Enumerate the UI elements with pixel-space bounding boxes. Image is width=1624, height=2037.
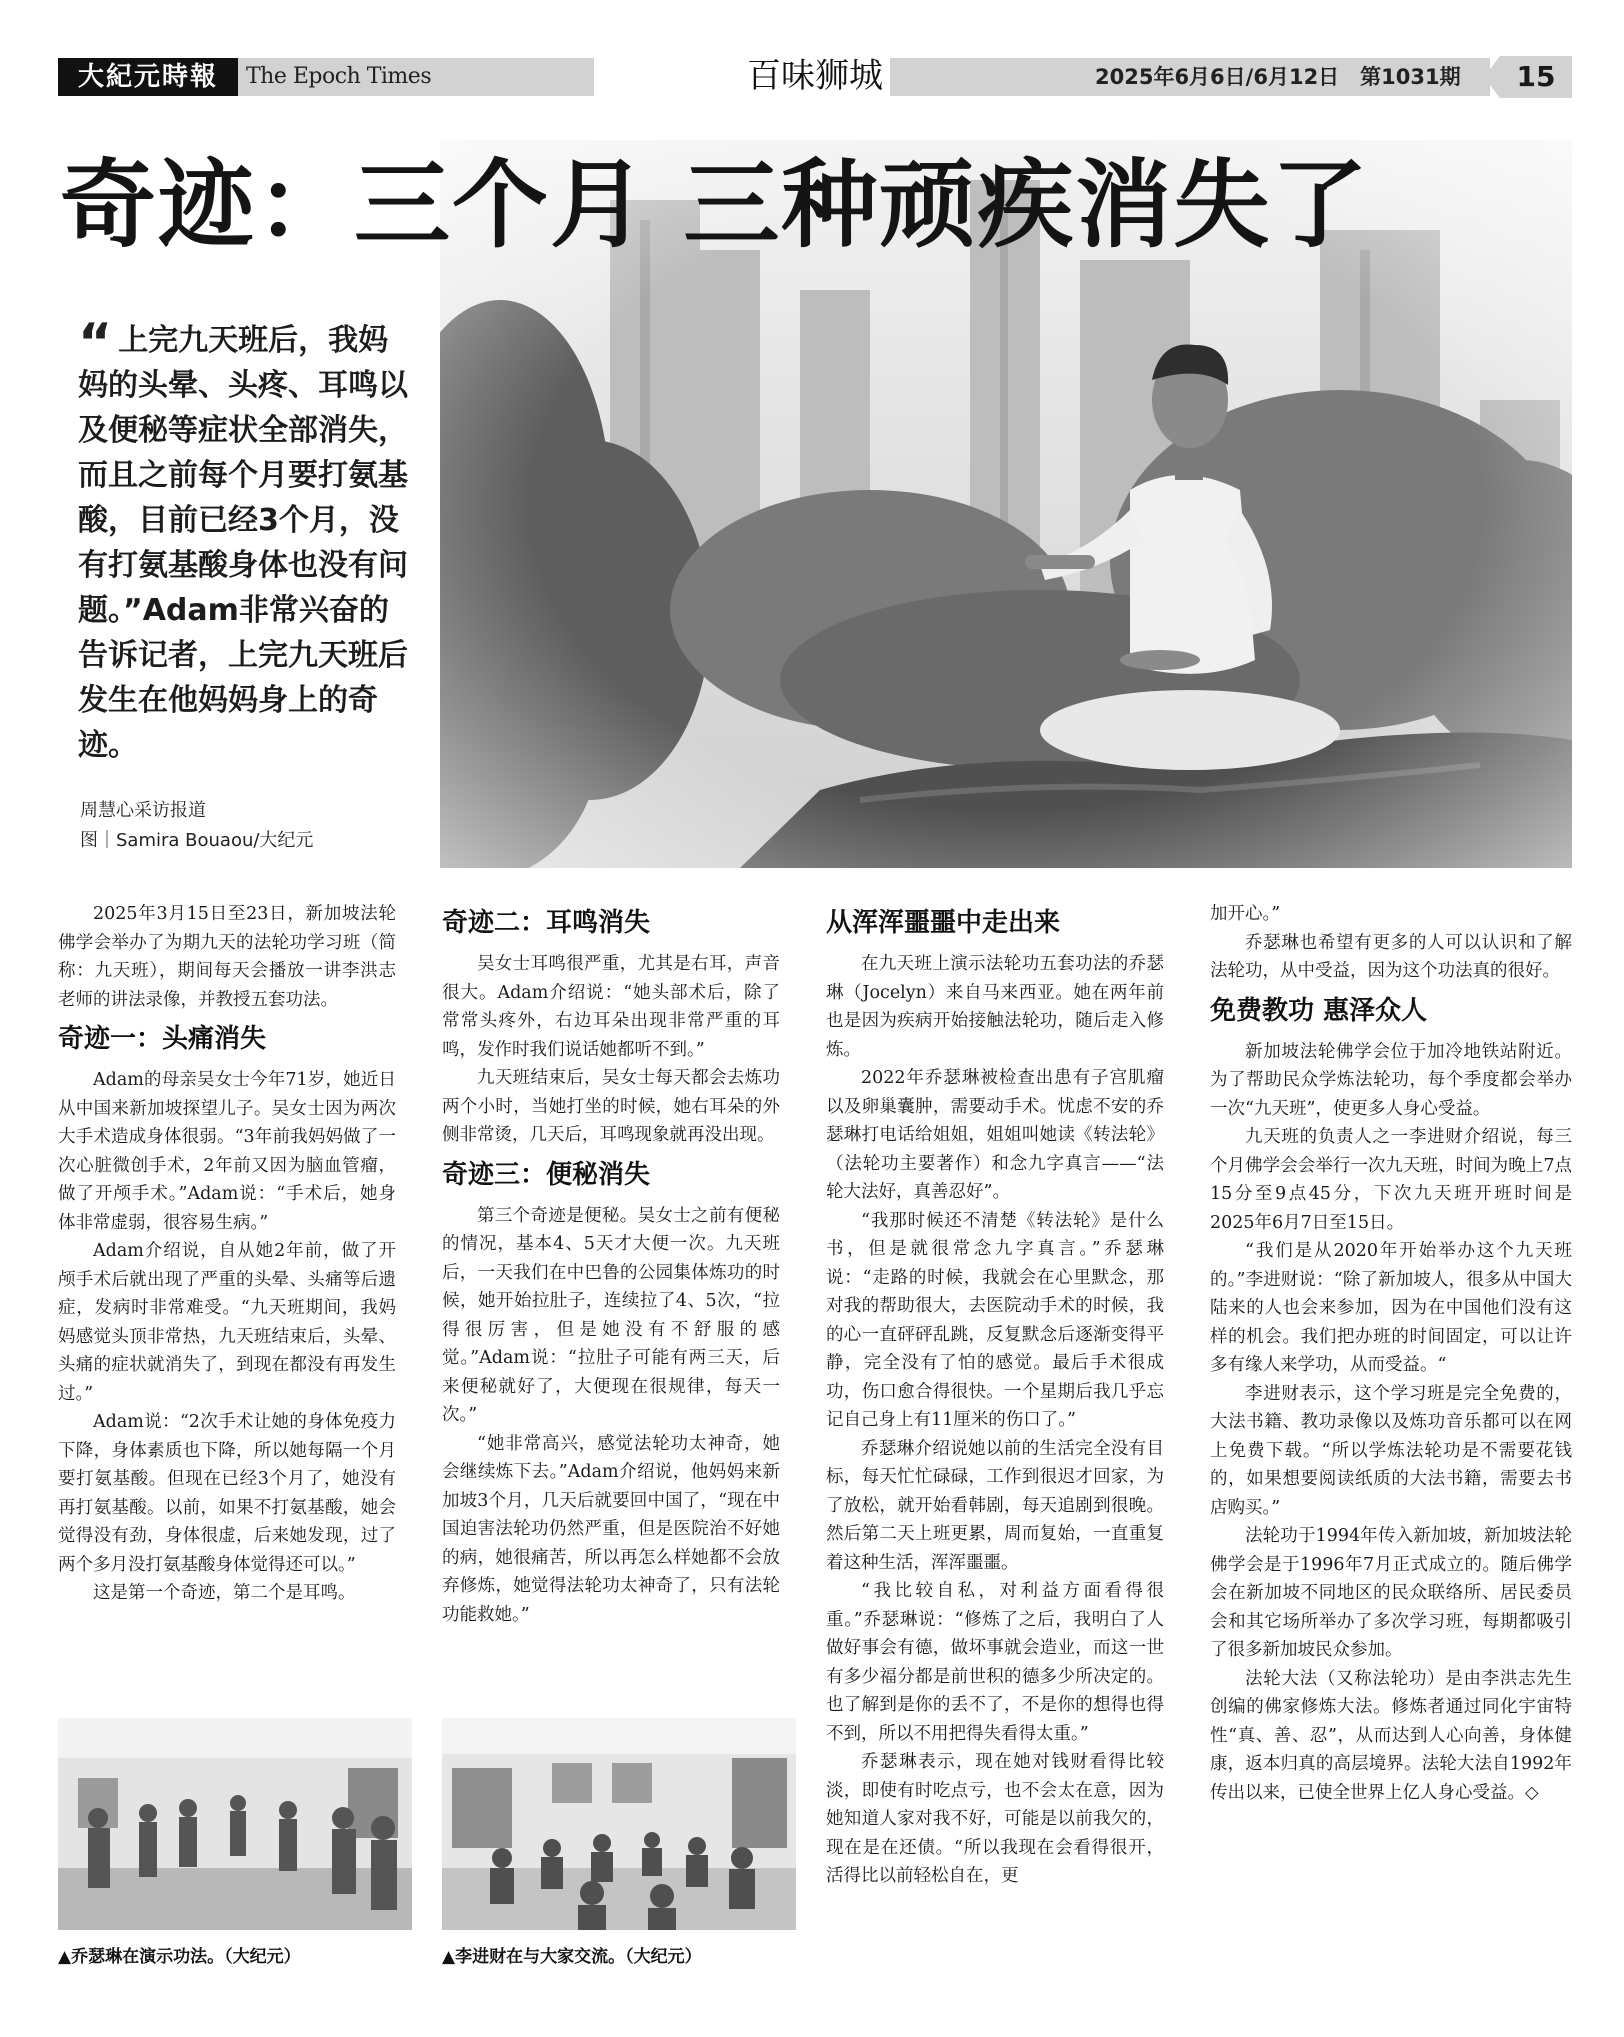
paragraph: 九天班结束后，吴女士每天都会去炼功两个小时，当她打坐的时候，她右耳朵的外侧非常烫，几天后，耳鸣现象就再没出现。 <box>442 1068 780 1145</box>
column-3 <box>826 900 1164 1891</box>
paragraph: 在九天班上演示法轮功五套功法的乔瑟琳（Jocelyn）来自马来西亚。她在两年前也是因为疾病开始接触法轮功，随后走入修炼。 <box>826 954 1164 1060</box>
quote-mark-icon: “ <box>78 313 113 373</box>
subhead-miracle-1: 奇迹一：头痛消失 <box>58 1024 267 1054</box>
paragraph: 2025年3月15日至23日，新加坡法轮佛学会举办了为期九天的法轮功学习班（简称：九天班），期间每天会播放一讲李洪志老师的讲法录像，并教授五套功法。 <box>58 904 396 1010</box>
byline-photo-credit: 图｜Samira Bouaou/大纪元 <box>80 830 314 851</box>
epoch-logo-cn: 大紀元時報 <box>58 58 238 96</box>
discussion-illustration <box>442 1718 796 1930</box>
paragraph: Adam说：“2次手术让她的身体免疫力下降，身体素质也下降，所以她每隔一个月要打氨基酸。但现在已经3个月了，她没有再打氨基酸。以前，如果不打氨基酸，她会觉得没有劲，身体很虚，后来她发现，过了两个多月没打氨基酸身体觉得还可以。” <box>58 1412 396 1575</box>
epoch-logo-en: The Epoch Times <box>246 64 432 89</box>
paragraph: 乔瑟琳表示，现在她对钱财看得比较淡，即使有时吃点亏，也不会太在意，因为她知道人家对我不好，可能是以前我欠的，现在是在还债。“所以我现在会看得很开，活得比以前轻松自在，更 <box>826 1752 1164 1886</box>
exercise-illustration <box>58 1718 412 1930</box>
caption-photo-2: ▲李进财在与大家交流。（大纪元） <box>442 1947 702 1967</box>
paragraph: 新加坡法轮佛学会位于加冷地铁站附近。为了帮助民众学炼法轮功，每个季度都会举办一次“九天班”，使更多人身心受益。 <box>1210 1041 1572 1119</box>
column-4 <box>1210 900 1572 1807</box>
paragraph: “我那时候还不清楚《转法轮》是什么书，但是就很常念九字真言。”乔瑟琳说：“走路的时候，我就会在心里默念，那对我的帮助很大，去医院动手术的时候，我的心一直砰砰乱跳，反复默念后逐渐变得平静，完全没有了怕的感觉。最后手术很成功，伤口愈合得很快。一个星期后我几乎忘记自己身上有11厘米的伤口了。” <box>826 1210 1164 1430</box>
column-2 <box>442 900 780 1629</box>
paragraph: Adam介绍说，自从她2年前，做了开颅手术后就出现了严重的头晕、头痛等后遗症，发病时非常难受。“九天班期间，我妈妈感觉头顶非常热，九天班结束后，头晕、头痛的症状就消失了，到现在都没有再发生过。” <box>58 1241 396 1404</box>
paragraph: 乔瑟琳介绍说她以前的生活完全没有目标，每天忙忙碌碌，工作到很迟才回家，为了放松，就开始看韩剧，每天追剧到很晚。然后第二天上班更累，周而复始，一直重复着这种生活，浑浑噩噩。 <box>826 1438 1164 1573</box>
paragraph: 法轮功于1994年传入新加坡，新加坡法轮佛学会是于1996年7月正式成立的。随后佛学会在新加坡不同地区的民众联络所、居民委员会和其它场所举办了多次学习班，每期都吸引了很多新加坡民众参加。 <box>1210 1526 1572 1660</box>
subhead-out-of-daze: 从浑浑噩噩中走出来 <box>826 908 1061 938</box>
paragraph: 加开心。” <box>1210 904 1281 924</box>
photo-exercise-demo <box>58 1718 412 1930</box>
page-number: 15 <box>1500 56 1572 98</box>
paragraph: “我们是从2020年开始举办这个九天班的。”李进财说：“除了新加坡人，很多从中国大陆来的人也会来参加，因为在中国他们没有这样的机会。我们把办班的时间固定，可以让许多有缘人来学功，从而受益。“ <box>1210 1241 1572 1375</box>
pull-quote-text: 上完九天班后，我妈妈的头晕、头疼、耳鸣以及便秘等症状全部消失，而且之前每个月要打氨基酸，目前已经3个月，没有打氨基酸身体也没有问题。”Adam非常兴奋的告诉记者，上完九天班后发生在他妈妈身上的奇迹。 <box>78 323 408 763</box>
byline-reporter: 周慧心采访报道 <box>80 800 206 821</box>
issue-dateline: 2025年6月6日/6月12日 第1031期 <box>1095 65 1461 89</box>
paragraph: 第三个奇迹是便秘。吴女士之前有便秘的情况，基本4、5天才大便一次。九天班后，一天我们在中巴鲁的公园集体炼功的时候，她开始拉肚子，连续拉了4、5次，“拉得很厉害，但是她没有不舒服的感觉。”Adam说：“拉肚子可能有两三天，后来便秘就好了，大便现在很规律，每天一次。” <box>442 1205 780 1425</box>
paragraph: 这是第一个奇迹，第二个是耳鸣。 <box>93 1583 356 1603</box>
paragraph: Adam的母亲吴女士今年71岁，她近日从中国来新加坡探望儿子。吴女士因为两次大手术造成身体很弱。“3年前我妈妈做了一次心脏微创手术，2年前又因为脑血管瘤，做了开颅手术。”Adam说：“手术后，她身体非常虚弱，很容易生病。” <box>58 1070 396 1233</box>
column-1 <box>58 900 396 1608</box>
headline: 奇迹：三个月 三种顽疾消失了 <box>60 149 1370 261</box>
paragraph: 吴女士耳鸣很严重，尤其是右耳，声音很大。Adam介绍说：“她头部术后，除了常常头疼外，右边耳朵出现非常严重的耳鸣，发作时我们说话她都听不到。” <box>442 954 780 1060</box>
paragraph: 九天班的负责人之一李进财介绍说，每三个月佛学会会举行一次九天班，时间为晚上7点15分至9点45分，下次九天班开班时间是2025年6月7日至15日。 <box>1210 1127 1572 1233</box>
subhead-free-teaching: 免费教功 惠泽众人 <box>1210 995 1428 1026</box>
paragraph: 李进财表示，这个学习班是完全免费的，大法书籍、教功录像以及炼功音乐都可以在网上免费下载。“所以学炼法轮功是不需要花钱的，如果想要阅读纸质的大法书籍，需要去书店购买。” <box>1210 1383 1572 1518</box>
photo-group-discussion <box>442 1718 796 1930</box>
subhead-miracle-2: 奇迹二：耳鸣消失 <box>442 908 651 938</box>
paragraph: 法轮大法（又称法轮功）是由李洪志先生创编的佛家修炼大法。修炼者通过同化宇宙特性“真、善、忍”，从而达到人心向善，身体健康，返本归真的高层境界。法轮大法自1992年传出以来，已使全世界上亿人身心受益。◇ <box>1210 1668 1572 1803</box>
paragraph: “她非常高兴，感觉法轮功太神奇，她会继续炼下去。”Adam介绍说，他妈妈来新加坡3个月，几天后就要回中国了，“现在中国迫害法轮功仍然严重，但是医院治不好她的病，她很痛苦，所以再怎么样她都不会放弃修炼，她觉得法轮功太神奇了，只有法轮功能救她。” <box>442 1433 780 1625</box>
subhead-miracle-3: 奇迹三：便秘消失 <box>442 1159 651 1190</box>
pull-quote <box>78 313 416 768</box>
paragraph: 2022年乔瑟琳被检查出患有子宫肌瘤以及卵巢囊肿，需要动手术。忧虑不安的乔瑟琳打电话给姐姐，姐姐叫她读《转法轮》（法轮功主要著作）和念九字真言——“法轮大法好，真善忍好”。 <box>826 1068 1164 1202</box>
paragraph: 乔瑟琳也希望有更多的人可以认识和了解法轮功，从中受益，因为这个功法真的很好。 <box>1210 932 1572 981</box>
section-title: 百味狮城 <box>747 56 883 96</box>
caption-photo-1: ▲乔瑟琳在演示功法。（大纪元） <box>58 1947 301 1967</box>
paragraph: “我比较自私，对利益方面看得很重。”乔瑟琳说：“修炼了之后，我明白了人做好事会有德，做坏事就会造业，而这一世有多少福分都是前世积的德多少所决定的。也了解到是你的丢不了，不是你的想得也得不到，所以不用把得失看得太重。” <box>826 1581 1164 1744</box>
